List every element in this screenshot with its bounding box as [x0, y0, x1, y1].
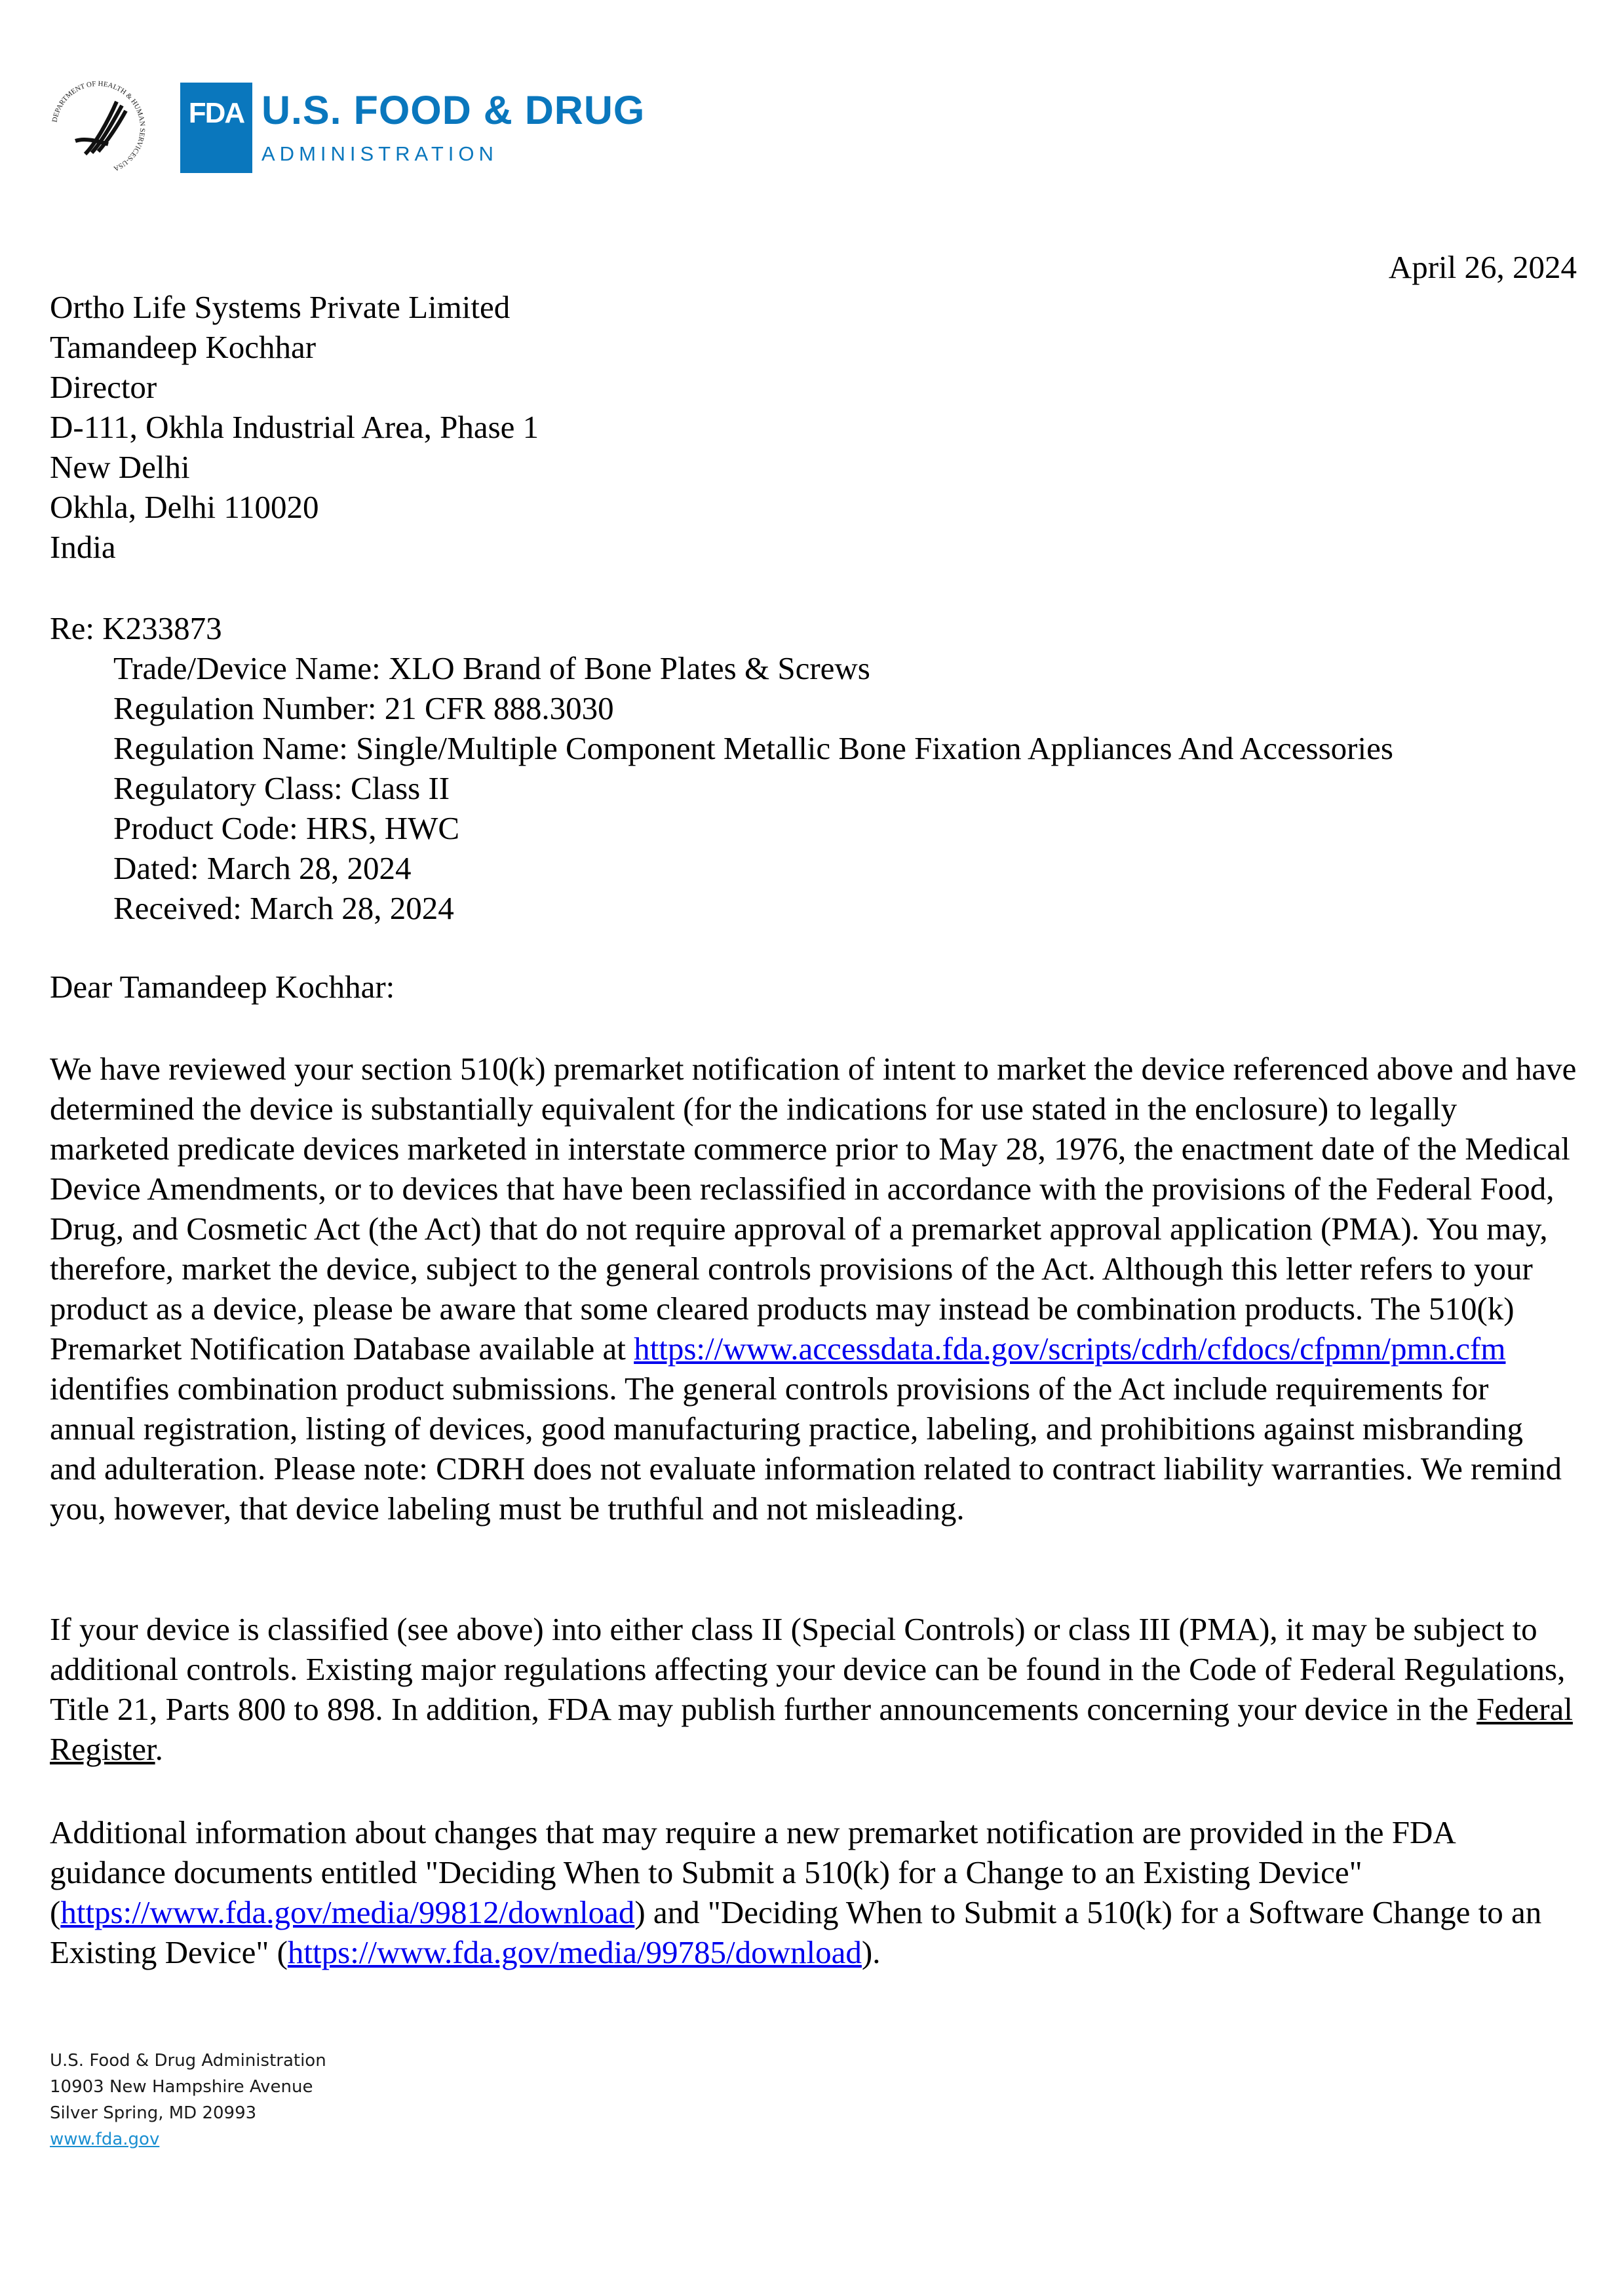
p1-text-a: We have reviewed your section 510(k) premarket notification of intent to market the device referenced above and have determined the device is substantially equivalent (for the indications for use stated in the enclosure) to legally marketed predicate devices marketed in interstate commerce prior to May 28, 1976, the enactment date of the Medical Device Amendments, or to devices that have been reclassified in accordance with the provisions of the Federal Food, Drug, and Cosmetic Act (the Act) that do not require approval of a premarket approval application (PMA). You may, therefore, market the device, subject to the general controls provisions of the Act. Although this letter refers to your product as a device, please be aware that some cleared products may instead be combination products. The 510(k) Premarket Notification Database available at: [50, 1051, 1577, 1367]
re-block: [50, 608, 1393, 928]
footer-city: Silver Spring, MD 20993: [50, 2103, 257, 2123]
recipient-company: Ortho Life Systems Private Limited: [50, 289, 511, 325]
letterhead: [46, 72, 645, 184]
regulatory-class: Regulatory Class: Class II: [113, 770, 450, 806]
paragraph-2: [50, 1609, 1577, 1769]
pmn-database-link[interactable]: https://www.accessdata.fda.gov/scripts/cdrh/cfdocs/cfpmn/pmn.cfm: [634, 1331, 1506, 1367]
guidance-link-99785[interactable]: https://www.fda.gov/media/99785/download: [287, 1934, 862, 1970]
p3-text-c: ).: [861, 1934, 881, 1970]
p2-text-b: .: [155, 1731, 163, 1767]
recipient-region: Okhla, Delhi 110020: [50, 489, 319, 525]
svg-text:DEPARTMENT OF HEALTH & HUMAN S: DEPARTMENT OF HEALTH & HUMAN SERVICES-USA: [50, 79, 147, 173]
received: Received: March 28, 2024: [113, 890, 454, 926]
recipient-name: Tamandeep Kochhar: [50, 329, 317, 365]
p1-text-b: identifies combination product submissions. The general controls provisions of the Act include requirements for annual registration, listing of devices, good manufacturing practice, labeling, and prohibitions against misbranding and adulteration. Please note: CDRH does not evaluate information related to contract liability warranties. We remind you, however, that device labeling must be truthful and not misleading.: [50, 1371, 1562, 1527]
salutation: Dear Tamandeep Kochhar:: [50, 969, 395, 1005]
paragraph-1: [50, 1049, 1577, 1528]
product-code: Product Code: HRS, HWC: [113, 810, 460, 846]
fda-website-link[interactable]: www.fda.gov: [50, 2130, 160, 2149]
hhs-seal-icon: [46, 75, 151, 180]
recipient-country: India: [50, 529, 116, 565]
regulation-name: Regulation Name: Single/Multiple Component Metallic Bone Fixation Appliances And Accessories: [113, 730, 1393, 766]
recipient-street: D-111, Okhla Industrial Area, Phase 1: [50, 409, 539, 445]
trade-device-name: Trade/Device Name: XLO Brand of Bone Plates & Screws: [113, 650, 870, 686]
fda-logo-box: FDA: [180, 83, 252, 173]
p3-text-b: ) and "Deciding When to Submit a 510(k) for a Software Change to an Existing Device" (: [50, 1894, 1542, 1970]
regulation-number: Regulation Number: 21 CFR 888.3030: [113, 690, 614, 726]
recipient-title: Director: [50, 369, 157, 405]
agency-name-line1: U.S. FOOD & DRUG: [261, 87, 646, 132]
paragraph-3: [50, 1812, 1577, 1972]
p3-text-a: Additional information about changes that may require a new premarket notification are provided in the FDA guidance documents entitled "Deciding When to Submit a 510(k) for a Change to an Existing Device" (: [50, 1814, 1455, 1930]
recipient-city: New Delhi: [50, 449, 190, 485]
footer-street: 10903 New Hampshire Avenue: [50, 2077, 313, 2097]
re-number: Re: K233873: [50, 610, 222, 646]
agency-name: [261, 87, 646, 166]
letter-date: April 26, 2024: [1388, 249, 1577, 285]
recipient-address: [50, 287, 539, 567]
dated: Dated: March 28, 2024: [113, 850, 412, 886]
agency-name-line2: ADMINISTRATION: [261, 142, 498, 165]
footer-agency: U.S. Food & Drug Administration: [50, 2051, 326, 2071]
federal-register-text: Federal Register: [50, 1691, 1573, 1767]
guidance-link-99812[interactable]: https://www.fda.gov/media/99812/download: [60, 1894, 635, 1930]
footer-address: [50, 2048, 326, 2152]
p2-text-a: If your device is classified (see above) into either class II (Special Controls) or class III (PMA), it may be subject to additional controls. Existing major regulations affecting your device can be found in the Code of Federal Regulations, Title 21, Parts 800 to 898. In addition, FDA may publish further announcements concerning your device in the: [50, 1611, 1566, 1727]
